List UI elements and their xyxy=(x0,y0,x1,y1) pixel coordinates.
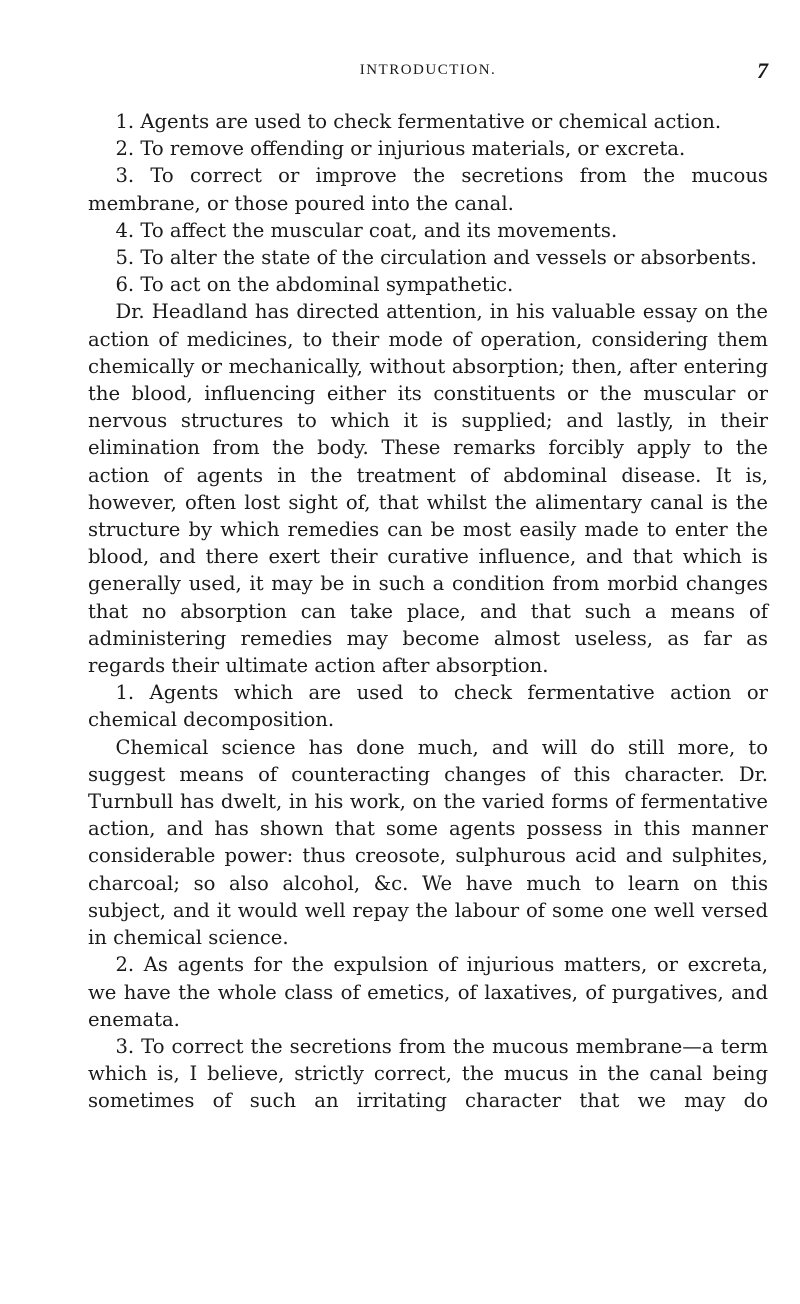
body-text xyxy=(88,108,768,1115)
list-item-muscular-coat: 4. To affect the muscular coat, and its movements. xyxy=(115,218,618,242)
running-head xyxy=(88,58,768,88)
paragraph-expulsion: 2. As agents for the expulsion of injurious matters, or excreta, we have the whole class of emetics, of laxatives, of purgatives, and enemata. xyxy=(88,953,768,1031)
list-item-abdominal-sympathetic: 6. To act on the abdominal sympathetic. xyxy=(115,273,514,297)
page-number: 7 xyxy=(757,58,768,83)
list-item-alter-circulation: 5. To alter the state of the circulation and vessels or absorbents. xyxy=(115,246,757,270)
paragraph-chemical-science: Chemical science has done much, and will do still more, to suggest means of counteracting changes of this character. Dr. Turnbull has dwelt, in his work, on the varied forms of fermentative action, and has shown that some agents possess in this manner considerable power: thus creosote, sulphurous acid and sulphites, charcoal; so also alcohol, &c. We have much to learn on this subject, and it would well repay the labour of some one well versed in chemical science. xyxy=(88,735,768,950)
list-item-agents-check-fermentative: 1. Agents are used to check fermentative or chemical action. xyxy=(115,110,722,133)
paragraph-mucous-membrane: 3. To correct the secretions from the mucous membrane—a term which is, I believe, strictly correct, the mucus in the canal being sometimes of such an irritating character that we may do xyxy=(88,1034,768,1113)
running-title: INTRODUCTION. xyxy=(359,62,497,78)
list-item-remove-offending: 2. To remove offending or injurious materials, or excreta. xyxy=(115,137,686,161)
paragraph-agents-fermentative: 1. Agents which are used to check fermentative action or chemical decomposition. xyxy=(88,681,768,732)
paragraph-headland: Dr. Headland has directed attention, in his valuable essay on the action of medicines, to their mode of operation, considering them chemically or mechanically, without absorption; then, after entering the blood, influencing either its constituents or the muscular or nervous structures to which it is supplied; and lastly, in their elimination from the body. These remarks forcibly apply to the action of agents in the treatment of abdominal disease. It is, however, often lost sight of, that whilst the alimentary canal is the structure by which remedies can be most easily made to enter the blood, and there exert their curative influence, and that which is generally used, it may be in such a condition from morbid changes that no absorption can take place, and that such a means of administering remedies may become almost useless, as far as regards their ultimate action after absorption. xyxy=(88,300,768,678)
list-item-correct-secretions: 3. To correct or improve the secretions from the mucous membrane, or those poured into the canal. xyxy=(88,164,768,215)
